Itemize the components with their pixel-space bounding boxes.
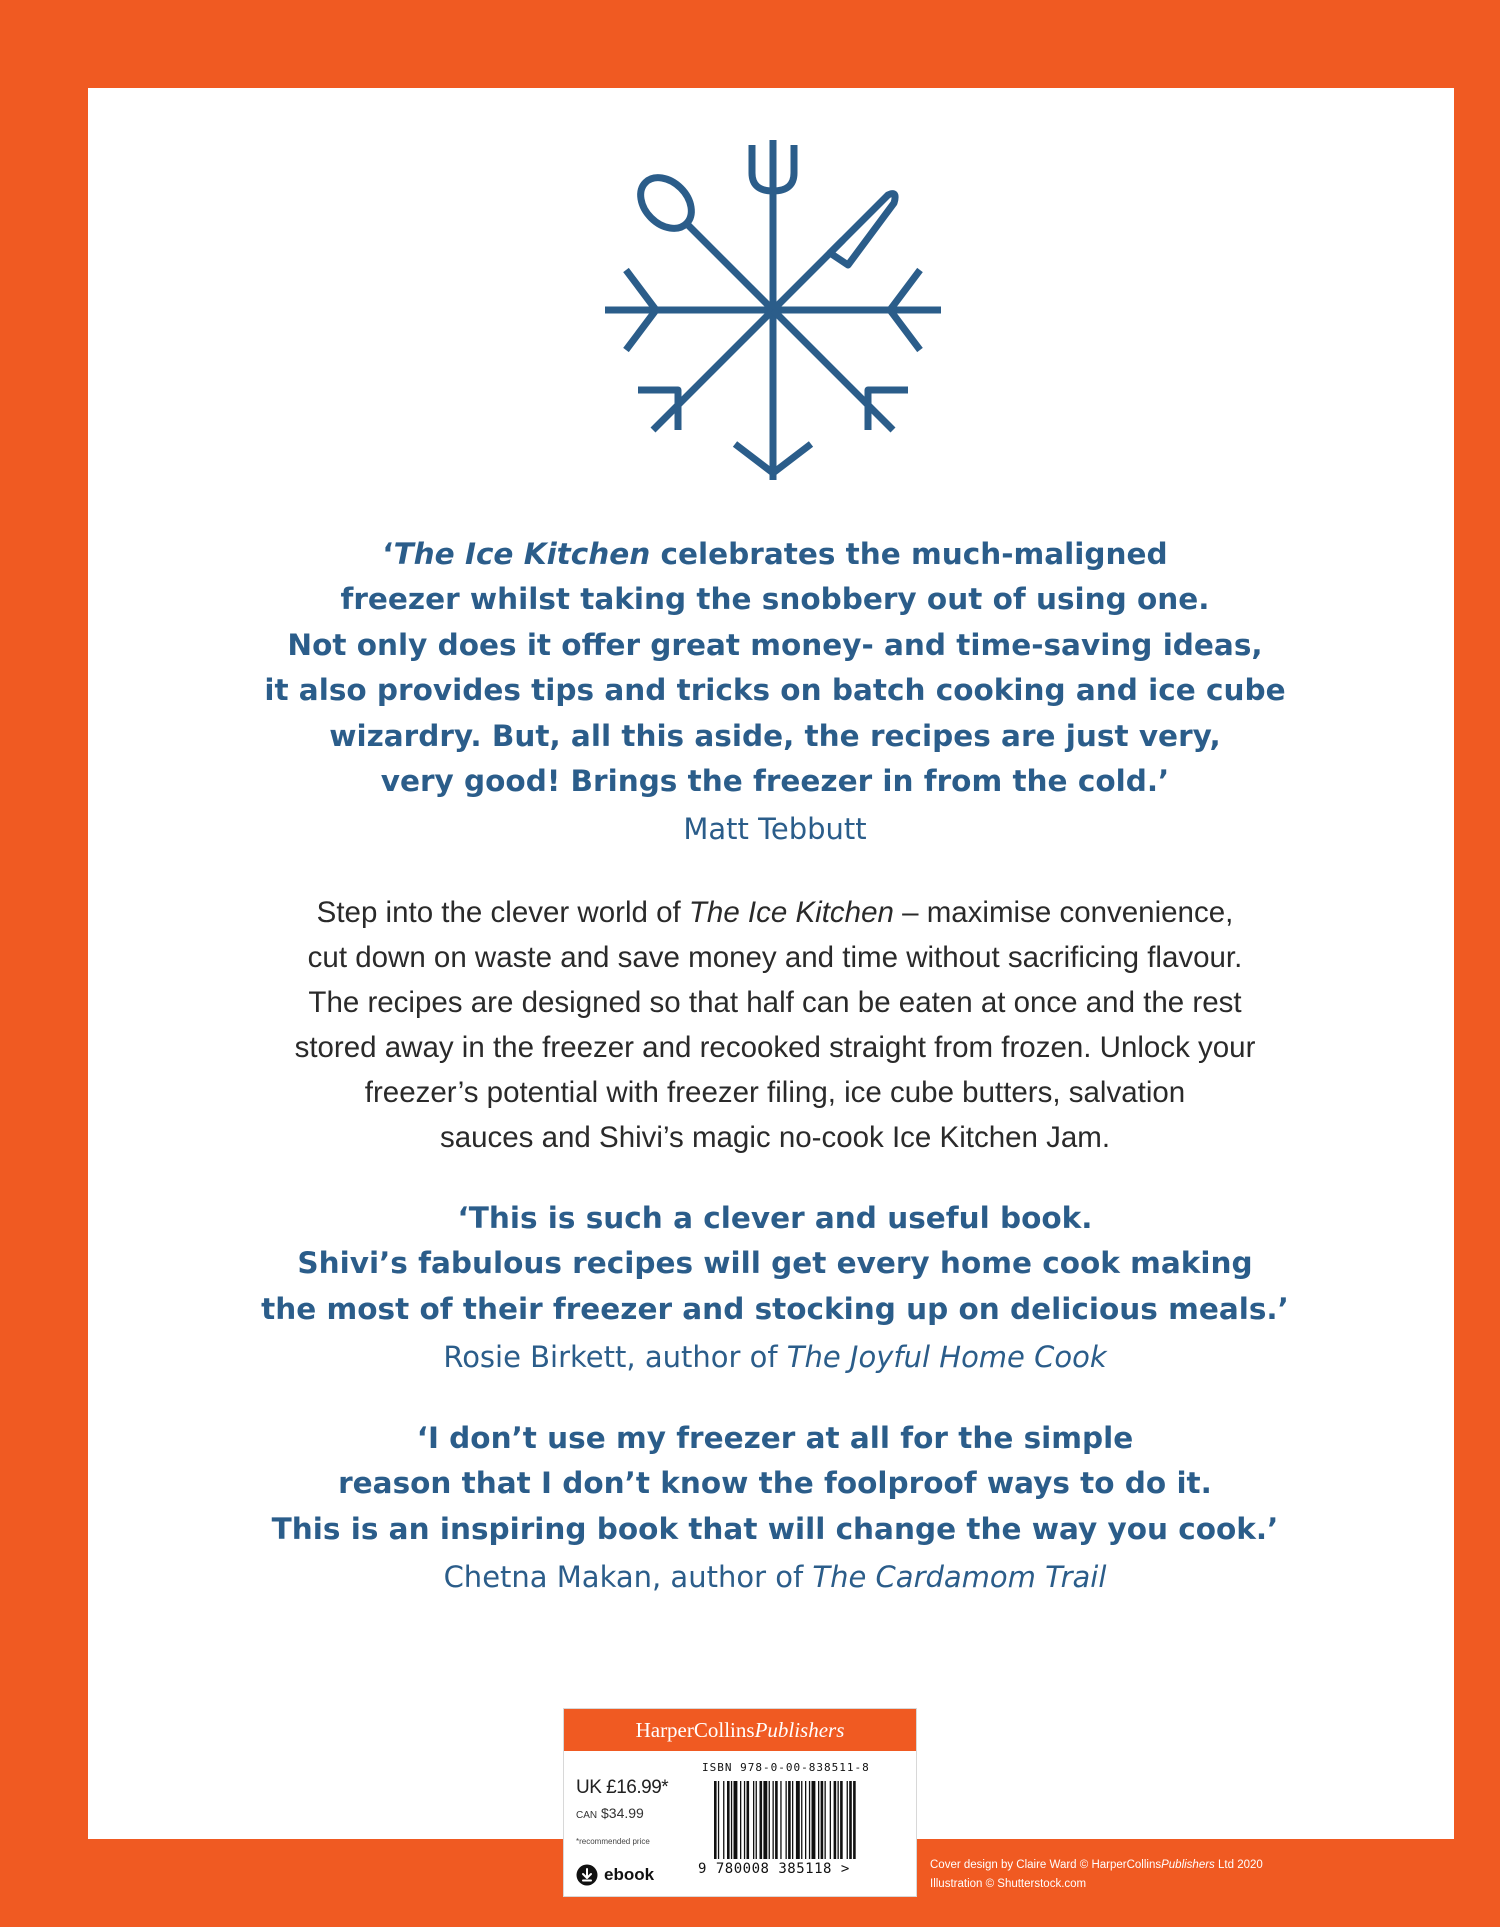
recommended-price-note: *recommended price — [576, 1837, 650, 1846]
cover-credits — [930, 1856, 1263, 1894]
quote-rosie-birkett — [190, 1196, 1360, 1377]
barcode-digits: 9 780008 385118 > — [698, 1861, 850, 1877]
price-can: CAN $34.99 — [576, 1805, 644, 1821]
credit-design: Cover design by Claire Ward © HarperCollinsPublishers Ltd 2020 — [930, 1859, 1263, 1871]
quote-attribution: Rosie Birkett, author of The Joyful Home Cook — [443, 1340, 1107, 1375]
quote-chetna-makan — [190, 1416, 1360, 1597]
book-description: Step into the clever world of The Ice Kitchen – maximise convenience, cut down on waste and save money and time without sacrificing flavour. The recipes are designed so that half can be eaten at once and the rest stored away in the freezer and recooked straight from frozen. Unlock your freezer’s potential with freezer filing, ice cube butters, salvation sauces and Shivi’s magic no-cook Ice Kitchen Jam. — [294, 896, 1256, 1154]
quote-text: ‘This is such a clever and useful book. Shivi’s fabulous recipes will get every home cook making the most of their freezer and stocking up on delicious meals.’ — [261, 1201, 1289, 1326]
ebook-label: ebook — [604, 1865, 655, 1884]
snowflake-cutlery-icon — [598, 135, 948, 485]
credit-illustration: Illustration © Shutterstock.com — [930, 1878, 1087, 1890]
barcode — [712, 1781, 902, 1859]
isbn: ISBN 978-0-00-838511-8 — [702, 1761, 870, 1774]
ebook-download-icon — [576, 1864, 598, 1886]
price-uk: UK £16.99* — [576, 1777, 669, 1798]
quote-attribution: Matt Tebbutt — [683, 812, 867, 847]
quote-attribution: Chetna Makan, author of The Cardamom Trail — [443, 1560, 1107, 1595]
quote-text: ‘The Ice Kitchen celebrates the much-maligned freezer whilst taking the snobbery out of using one. Not only does it offer great money- and time-saving ideas, it also provides tips and tricks on batch cooking and ice cube wizardry. But, all this aside, the recipes are just very, very good! Brings the freezer in from the cold.’ — [264, 537, 1286, 799]
quote-matt-tebbutt — [190, 532, 1360, 849]
publisher-logo: HarperCollinsPublishers — [564, 1709, 916, 1751]
ebook-badge — [576, 1864, 654, 1886]
barcode-panel — [563, 1708, 917, 1897]
quote-text: ‘I don’t use my freezer at all for the simple reason that I don’t know the foolproof ways to do it. This is an inspiring book that will change the way you cook.’ — [271, 1421, 1279, 1546]
